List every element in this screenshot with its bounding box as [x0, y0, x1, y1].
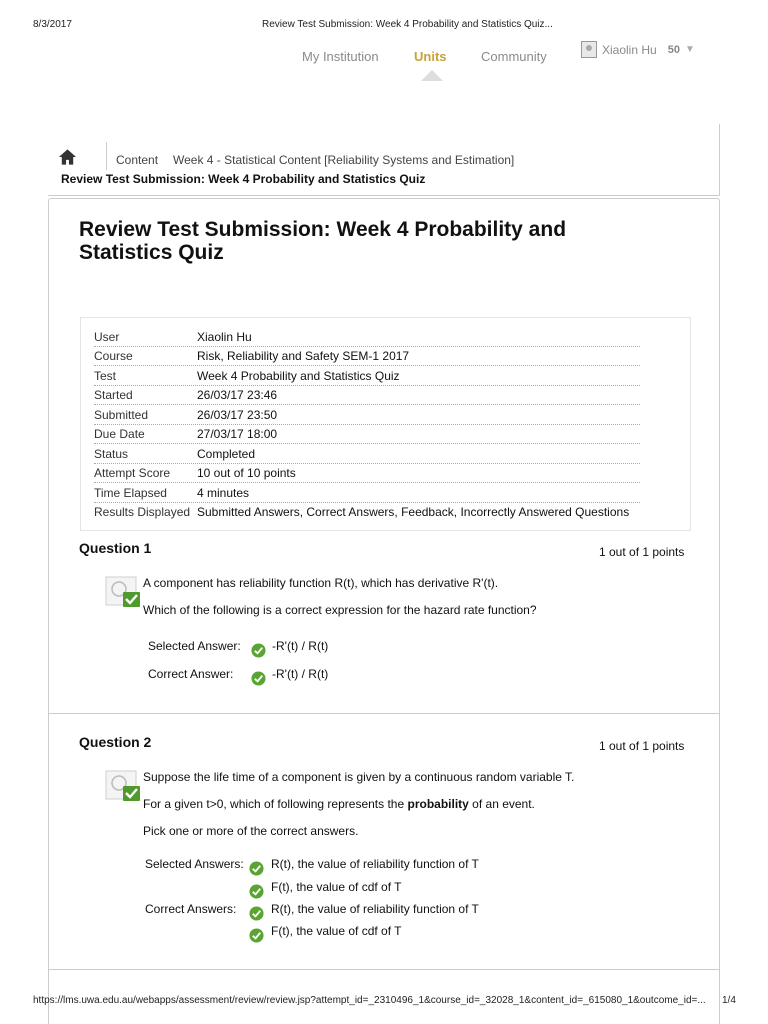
- detail-label: Time Elapsed: [94, 486, 167, 500]
- active-tab-indicator: [421, 70, 443, 81]
- detail-label: Started: [94, 388, 133, 402]
- nav-my-institution[interactable]: My Institution: [302, 49, 379, 64]
- question-2-prompt-end: of an event.: [472, 797, 535, 811]
- breadcrumb-week4[interactable]: Week 4 - Statistical Content [Reliability Systems and Estimation]: [173, 153, 515, 167]
- detail-label: Submitted: [94, 408, 149, 422]
- detail-row: [94, 327, 640, 347]
- selected-answers-label: Selected Answers:: [145, 857, 244, 871]
- detail-label: User: [94, 330, 120, 344]
- page-title: Review Test Submission: Week 4 Probability and Statistics Quiz: [79, 218, 567, 264]
- notification-count: 50: [667, 43, 680, 56]
- detail-row: [94, 463, 640, 483]
- detail-row: [94, 366, 640, 386]
- detail-row: [94, 444, 640, 464]
- breadcrumb-content[interactable]: Content: [116, 153, 159, 167]
- question-2-emphasis: probability: [407, 797, 469, 811]
- detail-row: [94, 405, 640, 425]
- question-2-prompt: [143, 797, 535, 811]
- detail-value: Submitted Answers, Correct Answers, Feedback, Incorrectly Answered Questions: [197, 505, 630, 519]
- correct-answer-value: F(t), the value of cdf of T: [271, 924, 402, 938]
- detail-value: 4 minutes: [197, 486, 250, 500]
- question-2-instruction: Pick one or more of the correct answers.: [143, 824, 359, 838]
- avatar: [581, 41, 597, 58]
- check-icon: [249, 906, 264, 921]
- detail-row: [94, 424, 640, 444]
- detail-value: Week 4 Probability and Statistics Quiz: [197, 369, 400, 383]
- detail-label: Attempt Score: [94, 466, 171, 480]
- detail-label: Due Date: [94, 427, 145, 441]
- question-1-prompt: Which of the following is a correct expression for the hazard rate function?: [143, 603, 537, 617]
- correct-answer-icon: [105, 770, 141, 802]
- question-2-text: Suppose the life time of a component is given by a continuous random variable T.: [143, 770, 575, 784]
- print-footer-url: https://lms.uwa.edu.au/webapps/assessment/review/review.jsp?attempt_id=_2310496_1&course_id=_32028_1&content_id=_615080_1&outcome_id=...: [33, 995, 706, 1006]
- detail-label: Results Displayed: [94, 505, 191, 519]
- print-date: 8/3/2017: [33, 19, 72, 30]
- question-divider: [49, 713, 719, 714]
- question-1-text: A component has reliability function R(t), which has derivative R'(t).: [143, 576, 499, 590]
- detail-value: Xiaolin Hu: [197, 330, 252, 344]
- home-icon[interactable]: [58, 148, 77, 166]
- check-icon: [249, 884, 264, 899]
- detail-row: [94, 346, 640, 366]
- user-menu[interactable]: [581, 41, 695, 58]
- detail-label: Status: [94, 447, 129, 461]
- correct-answer-value: R(t), the value of reliability function of T: [271, 902, 479, 916]
- detail-label: Course: [94, 349, 133, 363]
- check-icon: [249, 928, 264, 943]
- selected-answer-value: -R'(t) / R(t): [272, 639, 329, 653]
- question-1-points: 1 out of 1 points: [599, 545, 685, 559]
- chevron-down-icon: ▼: [684, 44, 695, 55]
- selected-answer-label: Selected Answer:: [148, 639, 241, 653]
- breadcrumb-current: Review Test Submission: Week 4 Probability and Statistics Quiz: [61, 172, 426, 186]
- detail-row: [94, 483, 640, 503]
- check-icon: [249, 861, 264, 876]
- question-2-prompt-start: For a given t>0, which of following represents the: [143, 797, 405, 811]
- print-page-number: 1/4: [722, 995, 736, 1006]
- detail-value: Risk, Reliability and Safety SEM-1 2017: [197, 349, 410, 363]
- correct-answer-label: Correct Answer:: [148, 667, 234, 681]
- submission-details: [80, 317, 691, 531]
- detail-row: [94, 502, 640, 521]
- question-2-title: Question 2: [79, 734, 152, 750]
- print-title: Review Test Submission: Week 4 Probability and Statistics Quiz...: [262, 19, 553, 30]
- detail-row: [94, 385, 640, 405]
- detail-label: Test: [94, 369, 117, 383]
- detail-value: Completed: [197, 447, 256, 461]
- check-icon: [251, 643, 266, 658]
- nav-units[interactable]: Units: [414, 49, 447, 64]
- question-divider: [49, 969, 719, 970]
- correct-answer-value: -R'(t) / R(t): [272, 667, 329, 681]
- detail-value: 27/03/17 18:00: [197, 427, 278, 441]
- check-icon: [251, 671, 266, 686]
- correct-answer-icon: [105, 576, 141, 608]
- correct-answers-label: Correct Answers:: [145, 902, 237, 916]
- breadcrumb-divider: [106, 142, 107, 170]
- selected-answer-value: F(t), the value of cdf of T: [271, 880, 402, 894]
- question-1-title: Question 1: [79, 540, 152, 556]
- nav-community[interactable]: Community: [481, 49, 547, 64]
- detail-value: 10 out of 10 points: [197, 466, 296, 480]
- detail-value: 26/03/17 23:46: [197, 388, 278, 402]
- question-2-points: 1 out of 1 points: [599, 739, 685, 753]
- detail-value: 26/03/17 23:50: [197, 408, 278, 422]
- user-name: Xiaolin Hu: [602, 42, 657, 57]
- selected-answer-value: R(t), the value of reliability function of T: [271, 857, 479, 871]
